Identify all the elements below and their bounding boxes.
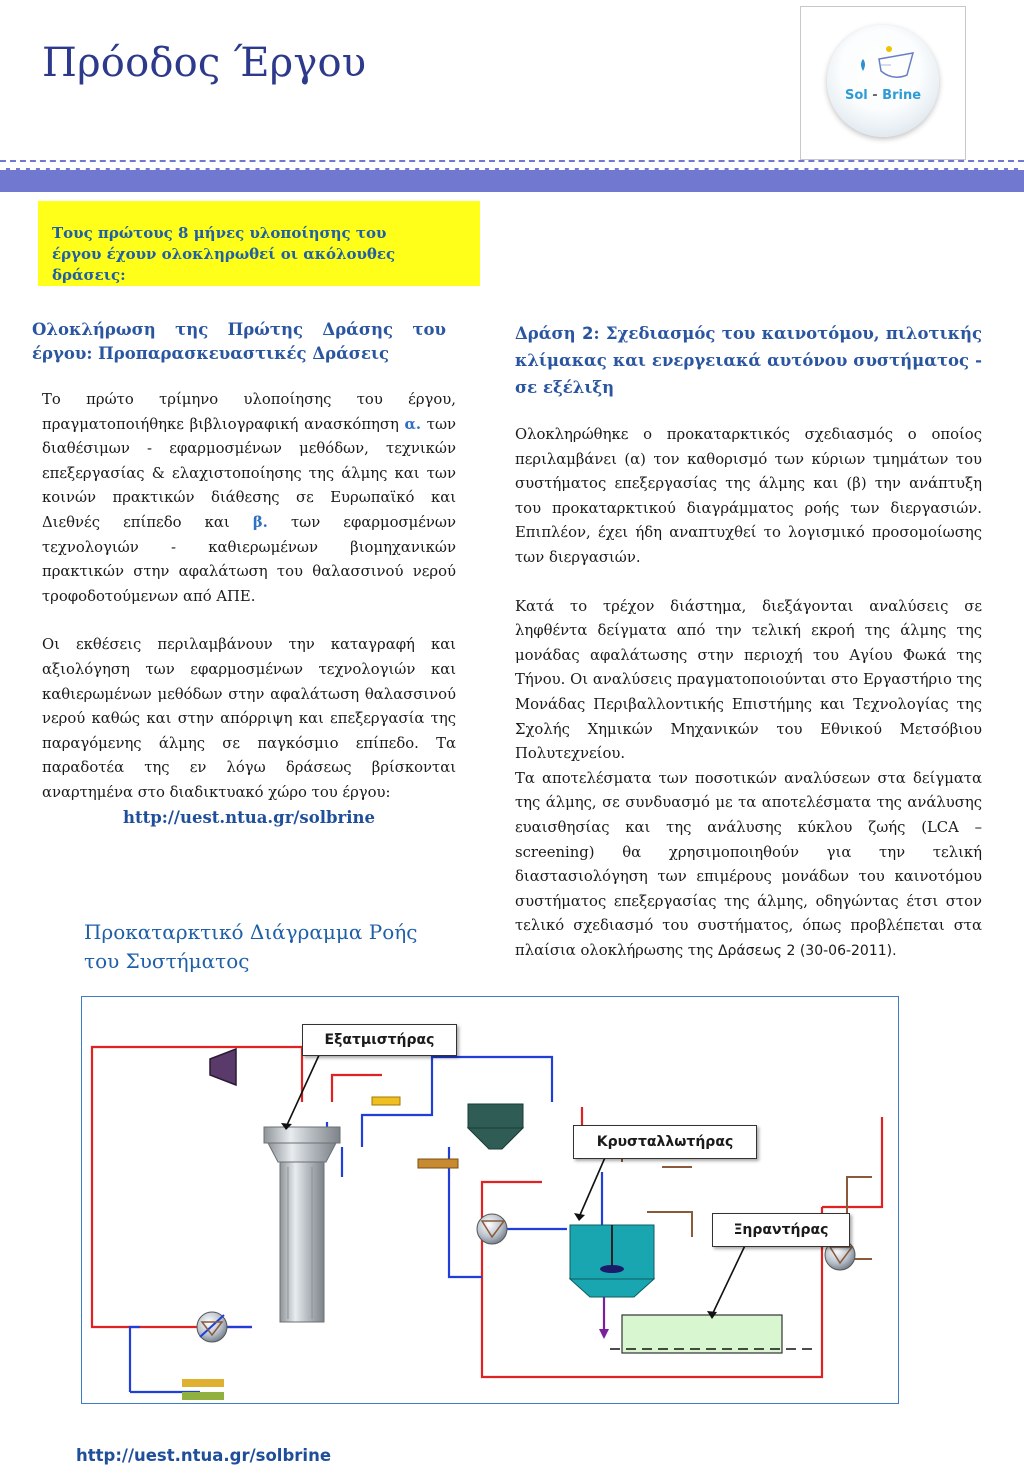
sol-brine-logo — [800, 6, 966, 160]
action2-heading: Δράση 2: Σχεδιασμός του καινοτόμου, πιλοτικής κλίμακας και ενεργειακά αυτόνου συστήματος - σε εξέλιξη — [515, 324, 983, 397]
logo-graphic-icon — [827, 25, 939, 85]
right-column — [515, 320, 982, 963]
crystallizer-tank — [570, 1225, 654, 1297]
dryer-label: Ξηραντήρας — [712, 1213, 850, 1247]
action1-paragraph-2: Οι εκθέσεις περιλαμβάνουν την καταγραφή και αξιολόγηση των εφαρμοσμένων τεχνολογιών και καθιερωμένων μεθόδων στην αφαλάτωση θαλασσινού νερού καθώς και στην απόρριψη και επεξεργασία της παραγόμενης άλμης σε παγκόσμιο επίπεδο. Τα παραδοτέα της εν λόγω δράσεως βρίσκονται αναρτημένα στο διαδικτυακό χώρο του έργου: — [42, 636, 456, 801]
intro-highlight-box — [38, 201, 480, 286]
action1-heading: Ολοκλήρωση της Πρώτης Δράσης του έργου: Προπαρασκευαστικές Δράσεις — [32, 320, 446, 363]
flow-diagram-graphic — [82, 997, 900, 1405]
left-column — [32, 318, 456, 827]
logo-badge — [827, 25, 939, 137]
logo-text: Sol - Brine — [844, 88, 922, 103]
diagram-title: Προκαταρκτικό Διάγραμμα Ροής του Συστήματος — [84, 920, 418, 973]
action2-paragraph-3: Τα αποτελέσματα των ποσοτικών αναλύσεων στα δείγματα της άλμης, σε συνδυασμό με τα αποτελέσματα της ανάλυσης ευαισθησίας και της ανάλυσης κύκλου ζωής (LCA – screening) θα χρησιμοποιηθούν για την τελική διαστασιολόγηση των επιμέρους μονάδων του καινοτόμου συστήματος επεξεργασίας της άλμης, οδηγώντας έτσι στον τελικό σχεδιασμό του συστήματος, όπως προβλέπεται στα πλαίσια ολοκλήρωσης της Δράσεως 2 (30-06-2011). — [515, 769, 982, 959]
expander-icon — [210, 1049, 236, 1085]
action2-paragraph-2: Κατά το τρέχον διάστημα, διεξάγονται αναλύσεις σε ληφθέντα δείγματα από την τελική εκροή της άλμης της μονάδας αφαλάτωσης στην περιοχή του Αγίου Φωκά της Τήνου. Οι αναλύσεις πραγματοποιούνται στο Εργαστήριο της Μονάδας Περιβαλλοντικής Επιστήμης και Τεχνολογίας της Σχολής Χημικών Μηχανικών του Εθνικού Μετσόβιου Πολυτεχνείου. — [515, 597, 982, 763]
action2-paragraph-1: Ολοκληρώθηκε ο προκαταρκτικός σχεδιασμός ο οποίος περιλαμβάνει (α) τον καθορισμό των κύριων τμημάτων του συστήματος επεξεργασίας της άλμης και (β) την ανάπτυξη του προκαταρκτικού διαγράμματος ροής των διεργασιών. Επιπλέον, έχει ήδη αναπτυχθεί το λογισμικό προσομοίωσης των διεργασιών. — [515, 426, 982, 566]
evaporator-unit — [264, 1127, 340, 1322]
evaporator-label: Εξατμιστήρας — [302, 1024, 457, 1056]
header-divider-stripe — [0, 168, 1024, 192]
crystallizer-label: Κρυσταλλωτήρας — [573, 1125, 757, 1159]
intro-text: Τους πρώτους 8 μήνες υλοποίησης του έργου έχουν ολοκληρωθεί οι ακόλουθες δράσεις: — [52, 224, 396, 284]
heat-exchanger-icon — [477, 1214, 507, 1244]
dryer-unit — [622, 1315, 782, 1353]
flow-diagram — [81, 996, 899, 1404]
page-title: Πρόοδος Έργου — [42, 40, 367, 86]
settler-unit — [468, 1104, 523, 1149]
cold-fluid-lines — [130, 1057, 602, 1392]
heat-exchanger-icon — [197, 1312, 227, 1342]
action1-paragraph-1: Το πρώτο τρίμηνο υλοποίησης του έργου, πραγματοποιήθηκε βιβλιογραφική ανασκόπηση α. των διαθέσιμων - εφαρμοσμένων μεθόδων, τεχνικών επεξεργασίας & ελαχιστοποίησης της άλμης και των κοινών πρακτικών διάθεσης σε Ευρωπαϊκό και Διεθνές επίπεδο και β. των εφαρμοσμένων τεχνολογιών - καθιερωμένων βιομηχανικών πρακτικών στην αφαλάτωση του θαλασσινού νερού τροφοδοτούμενων από ΑΠΕ. — [42, 391, 457, 605]
label-pointers — [287, 1053, 750, 1315]
footer-website-link[interactable]: http://uest.ntua.gr/solbrine — [76, 1446, 332, 1465]
project-website-link[interactable]: http://uest.ntua.gr/solbrine — [123, 807, 375, 827]
